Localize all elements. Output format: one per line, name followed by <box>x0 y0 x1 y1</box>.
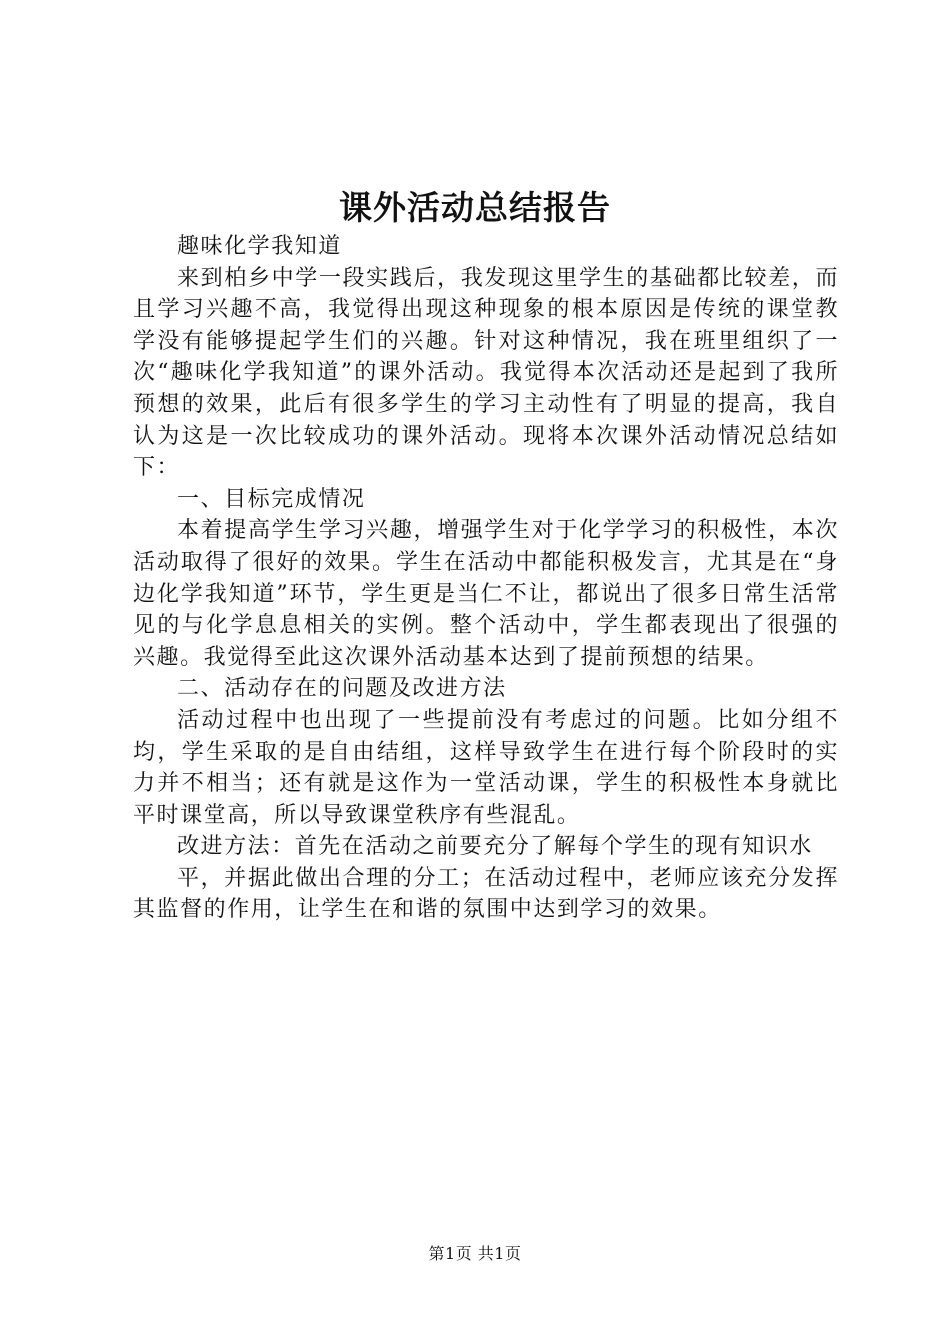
section-heading-problems: 二、活动存在的问题及改进方法 <box>177 676 507 702</box>
paragraph-problems: 活动过程中也出现了一些提前没有考虑过的问题。比如分组不均，学生采取的是自由结组，这样导致学生在进行每个阶段时的实力并不相当；还有就是这作为一堂活动课，学生的积极性本身就比平时课堂高，所以导致课堂秩序有些混乱。 <box>133 707 839 828</box>
document-title: 课外活动总结报告 <box>339 188 611 227</box>
section-heading-goals: 一、目标完成情况 <box>177 486 366 512</box>
paragraph-subtitle: 趣味化学我知道 <box>177 234 342 259</box>
paragraph-intro: 来到柏乡中学一段实践后，我发现这里学生的基础都比较差，而且学习兴趣不高，我觉得出现这种现象的根本原因是传统的课堂教学没有能够提起学生们的兴趣。针对这种情况，我在班里组织了一次“趣味化学我知道”的课外活动。我觉得本次活动还是起到了我所预想的效果，此后有很多学生的学习主动性有了明显的提高，我自认为这是一次比较成功的课外活动。现将本次课外活动情况总结如下： <box>133 265 839 481</box>
page-footer: 第1页 共1页 <box>428 1244 522 1263</box>
paragraph-improvement: 改进方法：首先在活动之前要充分了解每个学生的现有知识水 <box>177 834 813 860</box>
paragraph-goals: 本着提高学生学习兴趣，增强学生对于化学学习的积极性，本次活动取得了很好的效果。学生在活动中都能积极发言，尤其是在“身边化学我知道”环节，学生更是当仁不让，都说出了很多日常生活常见的与化学息息相关的实例。整个活动中，学生都表现出了很强的兴趣。我觉得至此这次课外活动基本达到了提前预想的结果。 <box>133 518 839 670</box>
paragraph-improvement-continued: 平，并据此做出合理的分工；在活动过程中，老师应该充分发挥其监督的作用，让学生在和谐的氛围中达到学习的效果。 <box>133 865 839 923</box>
document-body <box>133 231 839 926</box>
